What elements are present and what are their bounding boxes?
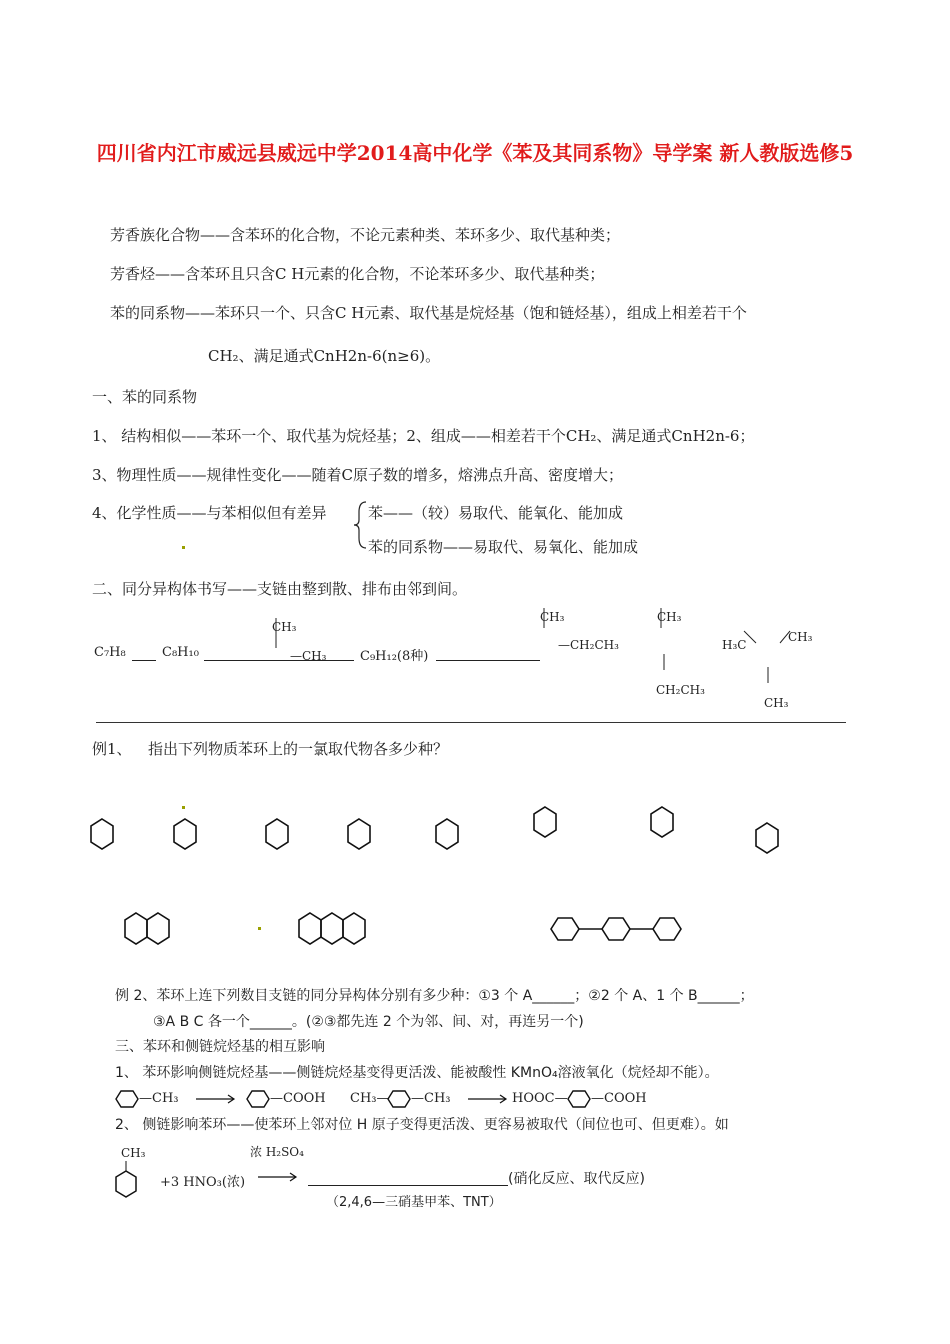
- substituent-ch3-a: CH₃: [272, 620, 297, 634]
- formula-c7h8: C₇H₈: [94, 645, 126, 660]
- definition-general-formula: CH₂、满足通式CnH2n-6(n≥6)。: [208, 347, 441, 365]
- section1-item1: 1、 结构相似——苯环一个、取代基为烷烃基；2、组成——相差若干个CH₂、满足通式CnH2n-6；: [92, 427, 755, 445]
- formula-c8h10: C₈H₁₀: [162, 645, 199, 660]
- substituent-h3c: H₃C: [722, 638, 747, 652]
- benzene-ring-icon: [246, 1090, 270, 1108]
- anthracene-icon: [298, 912, 366, 946]
- section3-item1: 1、 苯环影响侧链烷烃基——侧链烷烃基变得更活泼、能被酸性 KMnO₄溶液氧化（烷烃却不能）。: [115, 1065, 719, 1081]
- bond-line: [663, 654, 665, 670]
- arrow-icon: [196, 1094, 236, 1104]
- benzene-ring-icon: [265, 818, 289, 850]
- benzene-ring-icon: [347, 818, 371, 850]
- nitration-note: (硝化反应、取代反应): [508, 1171, 645, 1187]
- benzene-ring-icon: [115, 1090, 139, 1108]
- section1-item3: 3、物理性质——规律性变化——随着C原子数的增多，熔沸点升高、密度增大；: [92, 466, 624, 484]
- substituent-ethyl-b: CH₂CH₃: [656, 683, 705, 697]
- bond-line: [767, 667, 769, 683]
- bond-line: [543, 608, 545, 628]
- benzene-ring-icon: [115, 1170, 137, 1198]
- reaction1-product-carboxyl: —COOH: [270, 1091, 326, 1106]
- section1-item4-label: 4、化学性质——与苯相似但有差异: [92, 504, 327, 522]
- stray-dot: [258, 927, 261, 930]
- blank-c8h10: [204, 660, 354, 661]
- nitration-reagent: +3 HNO₃(浓): [160, 1175, 246, 1190]
- nitration-product-blank: [308, 1185, 508, 1186]
- benzene-ring-icon: [387, 1090, 411, 1108]
- substituent-ch3-e: CH₃: [788, 630, 813, 644]
- bond-line: [744, 631, 758, 645]
- benzene-ring-icon: [755, 822, 779, 854]
- reaction2-reactant-right: —CH₃: [411, 1091, 451, 1106]
- benzene-ring-icon: [650, 806, 674, 838]
- substituent-ch3-f: CH₃: [764, 696, 789, 710]
- substituent-ch3-c: CH₃: [540, 610, 565, 624]
- divider: [96, 722, 846, 723]
- example2-line2: ③A B C 各一个______。(②③都先连 2 个为邻、间、对，再连另一个): [153, 1014, 584, 1030]
- definition-aromatic-hydrocarbon: 芳香烃——含苯环且只含C H元素的化合物，不论苯环多少、取代基种类；: [110, 265, 605, 283]
- reaction1-reactant-methyl: —CH₃: [139, 1091, 179, 1106]
- bond-line: [660, 608, 662, 628]
- arrow-icon: [468, 1094, 508, 1104]
- substituent-ethyl: —CH₂CH₃: [558, 638, 619, 652]
- example1-label: 例1、: [92, 740, 132, 758]
- nitration-product-name: （2,4,6—三硝基甲苯、TNT）: [326, 1195, 502, 1210]
- nitration-catalyst: 浓 H₂SO₄: [250, 1145, 304, 1159]
- blank-c9h12: [436, 660, 540, 661]
- section2-heading: 二、同分异构体书写——支链由整到散、排布由邻到间。: [92, 580, 468, 598]
- substituent-ch3-b: —CH₃: [290, 649, 327, 663]
- arrow-icon: [258, 1172, 298, 1182]
- benzene-ring-icon: [533, 806, 557, 838]
- reaction2-reactant-left: CH₃—: [350, 1091, 390, 1106]
- page-title: 四川省内江市威远县威远中学2014高中化学《苯及其同系物》导学案 新人教版选修5: [96, 141, 854, 165]
- section3-heading: 三、苯环和侧链烷烃基的相互影响: [115, 1039, 325, 1055]
- benzene-ring-icon: [435, 818, 459, 850]
- benzene-ring-icon: [567, 1090, 591, 1108]
- section1-item4-benzene: 苯——（较）易取代、能氧化、能加成: [368, 504, 624, 522]
- toluene-methyl: CH₃: [121, 1146, 146, 1160]
- reaction2-product-right: —COOH: [591, 1091, 647, 1106]
- definition-benzene-homolog: 苯的同系物——苯环只一个、只含C H元素、取代基是烷烃基（饱和链烃基），组成上相差若干个: [110, 304, 747, 322]
- benzene-ring-icon: [173, 818, 197, 850]
- substituent-ch3-d: CH₃: [657, 610, 682, 624]
- bond-line: [275, 618, 277, 648]
- section3-item2: 2、 侧链影响苯环——使苯环上邻对位 H 原子变得更活泼、更容易被取代（间位也可、但更难）。如: [115, 1117, 729, 1133]
- stray-dot: [182, 806, 185, 809]
- formula-c9h12: C₉H₁₂(8种): [360, 649, 429, 664]
- naphthalene-icon: [124, 912, 170, 946]
- section1-heading: 一、苯的同系物: [92, 388, 198, 406]
- section1-item4-homolog: 苯的同系物——易取代、易氧化、能加成: [368, 538, 639, 556]
- example2-line1: 例 2、苯环上连下列数目支链的同分异构体分别有多少种：①3 个 A______；②2 个 A、1 个 B______；: [115, 988, 754, 1004]
- benzene-ring-icon: [90, 818, 114, 850]
- terphenyl-icon: [550, 916, 684, 942]
- definition-aromatic-compound: 芳香族化合物——含苯环的化合物，不论元素种类、苯环多少、取代基种类；: [110, 226, 621, 244]
- example1-question: 指出下列物质苯环上的一氯取代物各多少种？: [148, 740, 449, 758]
- blank-c7h8: [132, 660, 156, 661]
- stray-dot: [182, 546, 185, 549]
- reaction2-product-left: HOOC—: [512, 1091, 568, 1106]
